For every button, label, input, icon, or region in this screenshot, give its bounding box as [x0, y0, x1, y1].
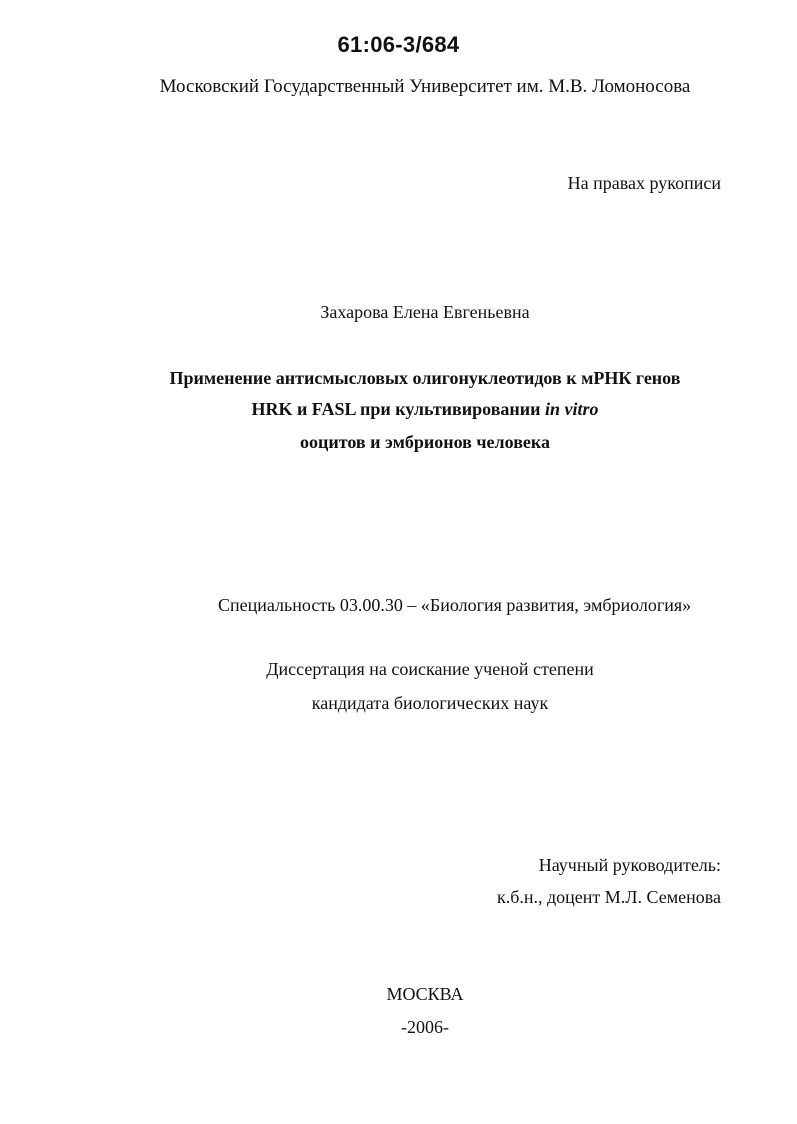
degree-line-2: кандидата биологических наук [311, 693, 549, 713]
dissertation-title-line-3: ооцитов и эмбрионов человека [300, 432, 550, 452]
title-in-vitro: in vitro [545, 399, 599, 419]
manuscript-rights-notice: На правах рукописи [567, 173, 721, 193]
year: -2006- [401, 1017, 449, 1037]
title-line-2-text: HRK и FASL при культивировании [251, 399, 546, 419]
archive-stamp-number: 61:06-3/684 [337, 32, 460, 57]
supervisor-name: к.б.н., доцент М.Л. Семенова [496, 887, 721, 907]
dissertation-title-line-2 [0, 400, 797, 418]
degree-line-1: Диссертация на соискание ученой степени [266, 659, 594, 679]
author-name: Захарова Елена Евгеньевна [320, 302, 530, 322]
university-name: Московский Государственный Университет им. М.В. Ломоносова [159, 76, 691, 97]
city: МОСКВА [386, 984, 464, 1004]
supervisor-label: Научный руководитель: [538, 855, 721, 875]
specialty-line: Специальность 03.00.30 – «Биология развития, эмбриология» [218, 595, 692, 615]
dissertation-title-line-1: Применение антисмысловых олигонуклеотидов к мРНК генов [169, 368, 681, 388]
